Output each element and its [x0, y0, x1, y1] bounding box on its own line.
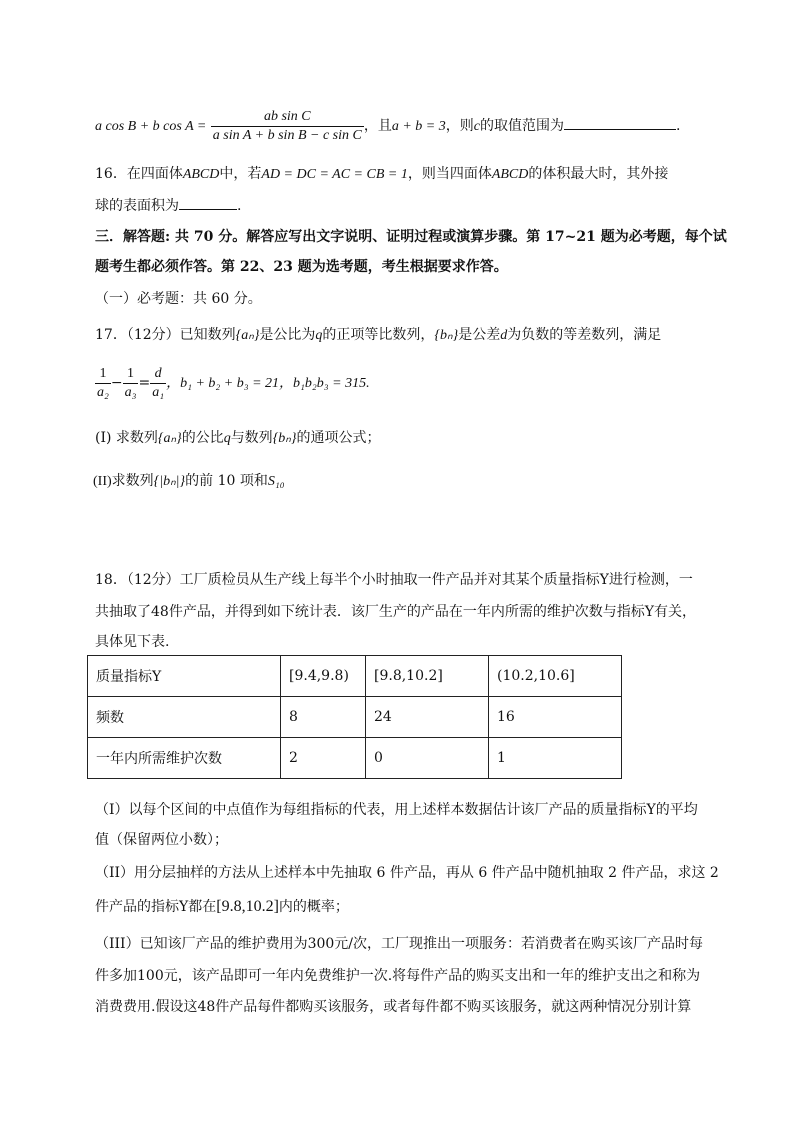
q17-sub2-b: 的前 10 项和 — [185, 473, 268, 489]
table-cell: 1 — [489, 738, 622, 779]
q17-frac1-num: 1 — [95, 365, 111, 384]
q15-mid: ，且 — [363, 118, 392, 134]
q15-frac-num: ab sin C — [211, 108, 364, 127]
q17-text-e: 为负数的等差数列，满足 — [507, 327, 662, 343]
q18-line2: 共抽取了48件产品，并得到如下统计表．该厂生产的产品在一年内所需的维护次数与指标Y有关， — [95, 604, 697, 620]
q17-frac2-num: 1 — [123, 365, 139, 384]
q15-line — [95, 106, 680, 147]
q17-formula-line — [95, 362, 370, 405]
q18-sub3-line1: （III）已知该厂产品的维护费用为300元/次，工厂现推出一项服务：若消费者在购买该厂产品时每 — [95, 936, 704, 952]
q17-frac1 — [95, 365, 111, 402]
q15-lhs: a cos B + b cos A = — [95, 119, 207, 134]
q17-bn: {bₙ} — [434, 328, 459, 343]
q17-q: q — [315, 328, 323, 343]
q17-text-a: 17．（12分）已知数列 — [95, 327, 236, 343]
q16-answer-blank — [179, 195, 237, 210]
q18-sub2-text-a: 件产品的指标Y都在 — [95, 899, 217, 915]
q17-frac3 — [150, 365, 166, 402]
q16-abcd: ABCD — [182, 167, 220, 182]
table-row — [88, 656, 622, 697]
q17-frac2 — [123, 365, 139, 402]
q17-text-c: 的正项等比数列， — [322, 327, 435, 343]
q17-sub1-bn: {bₙ} — [272, 431, 297, 446]
q17-line1 — [95, 325, 661, 346]
q16-line2 — [95, 195, 241, 216]
q16-mid2: ，则当四面体 — [407, 166, 492, 182]
q16-prefix: 16．在四面体 — [95, 166, 183, 182]
q15-answer-blank — [564, 115, 676, 130]
q15-fraction — [211, 108, 364, 145]
q17-text-b: 是公比为 — [259, 327, 316, 343]
q17-frac1-den: a₂ — [97, 384, 109, 400]
table-row — [88, 697, 622, 738]
q16-abcd2: ABCD — [491, 167, 529, 182]
q15-tail-var: c — [473, 119, 480, 134]
q15-tail-post: 的取值范围为 — [479, 118, 564, 134]
table-cell: 频数 — [88, 697, 281, 738]
q17-sub1-an: {aₙ} — [157, 431, 182, 446]
q15-cond: a + b = 3 — [391, 119, 446, 134]
q15-frac-den: a sin A + b sin B − c sin C — [212, 127, 362, 143]
q16-line2-text: 球的表面积为 — [95, 198, 179, 214]
q18-sub3-line2: 件多加100元，该产品即可一年内免费维护一次.将每件产品的购买支出和一年的维护支出之和称为 — [95, 968, 701, 984]
q18-line1: 18．（12分）工厂质检员从生产线上每半个小时抽取一件产品并对其某个质量指标Y进行检测，一 — [95, 572, 693, 588]
q18-sub2-line2 — [95, 897, 349, 917]
q17-sub1-d: 的通项公式； — [296, 430, 381, 446]
table-cell: [9.4,9.8) — [281, 656, 366, 697]
q17-an: {aₙ} — [235, 328, 260, 343]
q18-sub3-line3: 消费费用.假设这48件产品每件都购买该服务，或者每件都不购买该服务，就这两种情况分别计算 — [95, 999, 692, 1015]
table-cell: 质量指标Y — [88, 656, 281, 697]
table-cell: 8 — [281, 697, 366, 738]
q18-line3: 具体见下表. — [95, 634, 170, 650]
q17-minus: − — [110, 375, 123, 391]
q17-sub1-a: (I) 求数列 — [95, 430, 158, 446]
section3-line1: 三．解答题: 共 70 分。解答应写出文字说明、证明过程或演算步骤。第 17~21 题为必考题，每个试 — [95, 229, 727, 245]
table-cell: 24 — [366, 697, 489, 738]
q17-conditions: ，b₁ + b₂ + b₃ = 21，b₁b₂b₃ = 315. — [166, 376, 370, 391]
q18-sub1-line1: （I）以每个区间的中点值作为每组指标的代表，用上述样本数据估计该厂产品的质量指标Y的平均 — [95, 802, 698, 818]
table-cell: 0 — [366, 738, 489, 779]
table-row — [88, 738, 622, 779]
q15-end: . — [675, 118, 681, 134]
table-cell: 16 — [489, 697, 622, 738]
q18-sub2-line1: （II）用分层抽样的方法从上述样本中先抽取 6 件产品，再从 6 件产品中随机抽取 2 件产品，求这 2 — [95, 865, 719, 881]
table-cell: [9.8,10.2] — [366, 656, 489, 697]
q17-sub1 — [95, 428, 380, 449]
q17-sub1-q: q — [223, 431, 231, 446]
table-cell: (10.2,10.6] — [489, 656, 622, 697]
q16-post: 的体积最大时，其外接 — [528, 166, 669, 182]
q17-sub1-c: 与数列 — [230, 430, 273, 446]
table-cell: 2 — [281, 738, 366, 779]
q18-stats-table — [87, 655, 622, 779]
q18-sub2-interval: [9.8,10.2] — [216, 898, 279, 915]
q17-equals: = — [138, 375, 151, 391]
q17-sub2 — [93, 471, 285, 492]
q17-sub2-s: S₁₀ — [267, 474, 285, 489]
part1-heading: （一）必考题：共 60 分。 — [95, 291, 262, 307]
q17-frac2-den: a₃ — [124, 384, 137, 400]
section3-line2: 题考生都必须作答。第 22、23 题为选考题，考生根据要求作答。 — [95, 259, 508, 275]
q17-sub2-a: (II)求数列 — [93, 474, 154, 489]
q17-frac3-num: d — [150, 365, 166, 384]
q17-d: d — [500, 328, 508, 343]
q16-equation: AD = DC = AC = CB = 1 — [261, 167, 408, 182]
q17-sub2-abs: {|bₙ|} — [153, 474, 186, 489]
q18-sub2-text-c: 内的概率； — [278, 899, 349, 915]
q15-tail-pre: ，则 — [445, 118, 474, 134]
q16-mid: 中，若 — [219, 166, 262, 182]
q16-line1 — [95, 164, 668, 185]
q17-text-d: 是公差 — [458, 327, 501, 343]
q18-sub1-line2: 值（保留两位小数）； — [95, 832, 228, 848]
q17-sub1-b: 的公比 — [181, 430, 224, 446]
q16-end: . — [237, 198, 242, 214]
table-cell: 一年内所需维护次数 — [88, 738, 281, 779]
q17-frac3-den: a₁ — [152, 384, 165, 400]
